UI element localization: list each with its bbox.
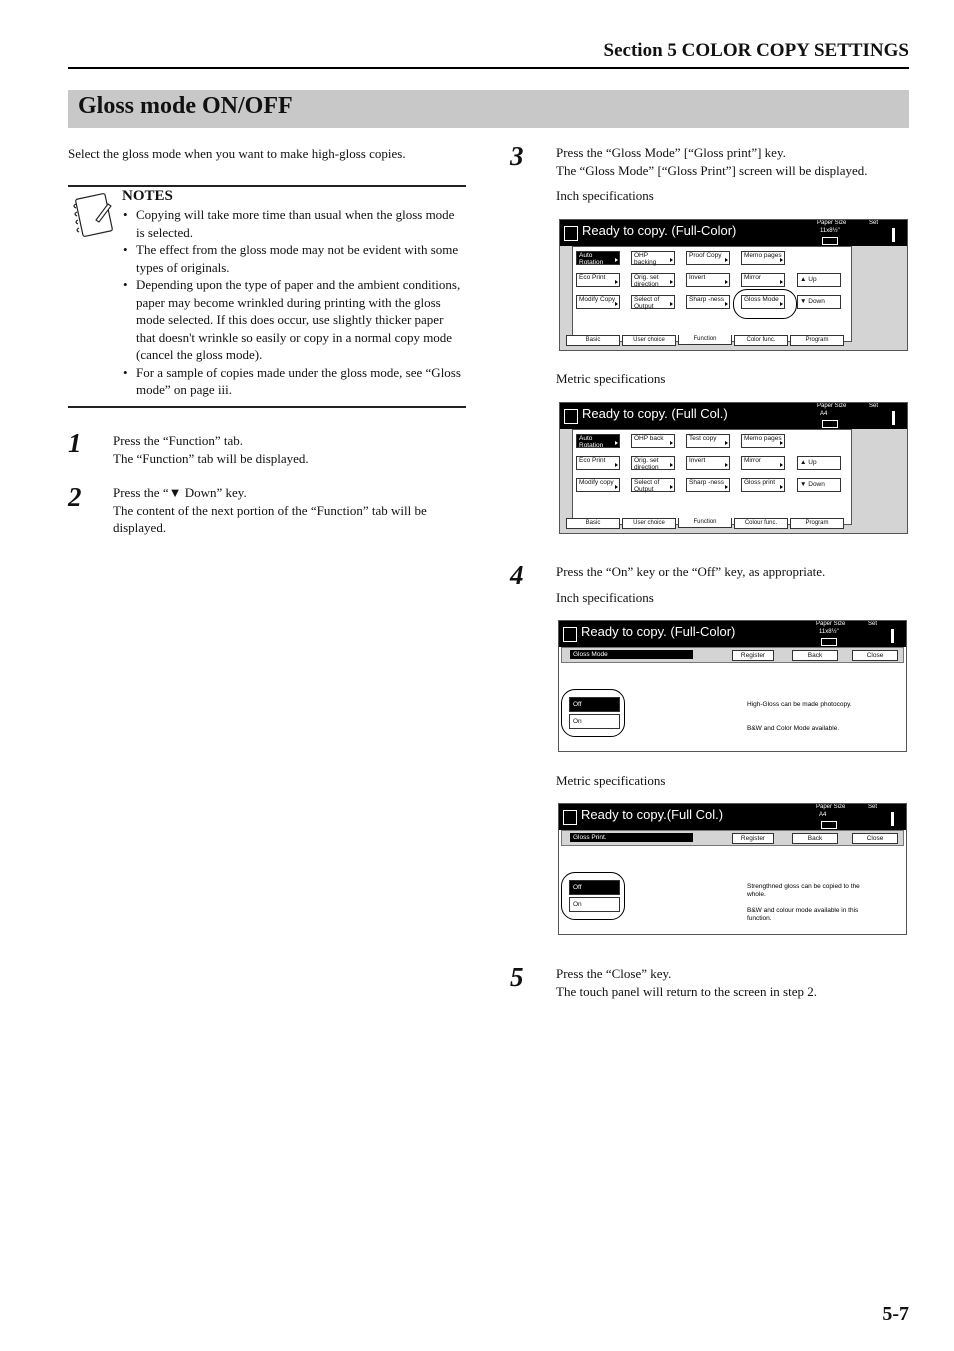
paper-icon [822,420,838,428]
mirror-key[interactable]: Mirror [741,273,785,287]
panel-title: Ready to copy. (Full-Color) [581,624,736,639]
panel-titlebar [560,220,907,246]
page-number: 5-7 [882,1303,909,1325]
spec-label: Metric specifications [556,773,666,788]
key-area [572,246,852,342]
gloss-mode-key[interactable]: Gloss Mode [741,295,785,309]
down-key[interactable]: ▼ Down [797,295,841,309]
up-label: Up [808,459,817,466]
set-count-mark [891,812,894,826]
set-label: Set [869,403,879,409]
step-line: The “Gloss Mode” [“Gloss Print”] screen will be displayed. [556,162,868,178]
note-item: • For a sample of copies made under the gloss mode, see “Gloss mode” on page iii. [122,364,466,399]
up-key[interactable]: ▲ Up [797,456,841,470]
select-output-key[interactable]: Select of Output [631,295,675,309]
back-button[interactable]: Back [792,833,838,844]
gloss-panel-inch [558,620,907,752]
step-number: 1 [68,428,82,458]
mode-name: Gloss Mode [570,650,693,659]
set-count-mark [892,228,895,242]
step-line: The “Function” tab will be displayed. [113,450,309,466]
invert-key[interactable]: Invert [686,273,730,287]
copier-icon [563,627,577,642]
tab-color-func[interactable]: Color func. [734,335,788,346]
close-button[interactable]: Close [852,833,898,844]
eco-print-key[interactable]: Eco Print [576,273,620,287]
set-count-mark [892,411,895,425]
set-label: Set [868,804,878,810]
set-label: Set [868,621,878,627]
mode-bar [561,830,904,846]
on-key[interactable]: On [569,714,620,729]
register-button[interactable]: Register [732,833,774,844]
ohp-back-key[interactable]: OHP back [631,434,675,448]
paper-icon [821,638,837,646]
tab-bar [566,518,850,529]
down-label: Down [808,298,825,305]
note-item: • Copying will take more time than usual when the gloss mode is selected. [122,206,466,241]
tab-function[interactable]: Function [678,518,732,528]
paper-size-label: Paper Size [817,220,847,226]
off-key[interactable]: Off [569,880,620,895]
step-text [113,484,465,537]
tab-basic[interactable]: Basic [566,518,620,529]
paper-icon [822,237,838,245]
step-number: 5 [510,962,524,992]
paper-size-label: Paper Size [816,621,846,627]
off-key[interactable]: Off [569,697,620,712]
tab-user-choice[interactable]: User choice [622,335,676,346]
tab-program[interactable]: Program [790,335,844,346]
auto-rotation-key[interactable]: Auto Rotation [576,434,620,448]
mode-name: Gloss Print. [570,833,693,842]
step-line: Press the “Close” key. [556,966,672,981]
gloss-note-2: B&W and colour mode available in this function. [747,907,859,922]
copier-icon [564,409,578,424]
tab-program[interactable]: Program [790,518,844,529]
title-bar [68,90,909,128]
panel-title: Ready to copy. (Full Col.) [582,406,728,421]
panel-titlebar [560,403,907,429]
step-line: Press the “On” key or the “Off” key, as appropriate. [556,564,826,579]
invert-key[interactable]: Invert [686,456,730,470]
step-text [556,965,908,1000]
section-header: Section 5 COLOR COPY SETTINGS [603,40,909,61]
panel-titlebar [559,621,906,647]
gloss-note-1: Strengthned gloss can be copied to the whole. [747,883,860,898]
paper-size-value: A4 [820,411,828,417]
copier-icon [564,226,578,241]
gloss-note-1: High-Gloss can be made photocopy. [747,701,852,708]
notebook-icon [70,192,116,240]
auto-rotation-key[interactable]: Auto Rotation [576,251,620,265]
gloss-note-2: B&W and Color Mode available. [747,725,840,732]
paper-size-value: A4 [819,812,827,818]
tab-basic[interactable]: Basic [566,335,620,346]
notes-bottom-rule [68,406,466,408]
proof-copy-key[interactable]: Proof Copy [686,251,730,265]
register-button[interactable]: Register [732,650,774,661]
step-text [556,563,908,581]
step-text [113,432,465,467]
orig-set-direction-key[interactable]: Orig. set direction [631,456,675,470]
gloss-print-key[interactable]: Gloss print [741,478,785,492]
header-rule [68,67,909,69]
orig-set-direction-key[interactable]: Orig. set direction [631,273,675,287]
panel-titlebar [559,804,906,830]
memo-pages-key[interactable]: Memo pages [741,251,785,265]
sharpness-key[interactable]: Sharp -ness [686,295,730,309]
select-output-key[interactable]: Select of Output [631,478,675,492]
spec-label: Metric specifications [556,371,666,386]
page-title: Gloss mode ON/OFF [78,93,293,119]
step-line: The touch panel will return to the screen in step 2. [556,983,818,999]
step-line: The content of the next portion of the “Function” tab will be displayed. [113,502,427,535]
notes-list [122,206,466,399]
set-label: Set [869,220,879,226]
tab-bar [566,335,850,346]
paper-icon [821,821,837,829]
notes-top-rule [68,185,466,187]
close-button[interactable]: Close [852,650,898,661]
step-line: Press the “▼ Down” key. [113,485,247,500]
panel-title: Ready to copy. (Full-Color) [582,223,737,238]
panel-title: Ready to copy.(Full Col.) [581,807,724,822]
tab-function[interactable]: Function [678,335,732,345]
function-panel-inch [559,219,908,351]
spec-label: Inch specifications [556,590,654,605]
step-number: 4 [510,560,524,590]
tab-colour-func[interactable]: Colour func. [734,518,788,529]
sharpness-key[interactable]: Sharp -ness [686,478,730,492]
set-count-mark [891,629,894,643]
on-key[interactable]: On [569,897,620,912]
paper-size-label: Paper Size [817,403,847,409]
tab-user-choice[interactable]: User choice [622,518,676,529]
notes-heading: NOTES [122,188,173,204]
step-line: Press the “Gloss Mode” [“Gloss print”] key. [556,145,786,160]
memo-pages-key[interactable]: Memo pages [741,434,785,448]
spec-label: Inch specifications [556,188,654,203]
note-item: • Depending upon the type of paper and the ambient conditions, paper may become wrinkled during printing with the gloss mode selected. If this does occur, use slightly thicker paper that doesn't wrinkle so easily or copy in a normal copy mode (cancel the gloss mode). [122,276,466,364]
step-text [556,144,908,179]
step-number: 3 [510,141,524,171]
function-panel-metric [559,402,908,534]
modify-copy-key[interactable]: Modify copy [576,478,620,492]
note-item: • The effect from the gloss mode may not be evident with some types of originals. [122,241,466,276]
key-area [572,429,852,525]
test-copy-key[interactable]: Test copy [686,434,730,448]
mode-bar [561,647,904,663]
ohp-backing-key[interactable]: OHP backing [631,251,675,265]
down-label: Down [808,481,825,488]
copier-icon [563,810,577,825]
mirror-key[interactable]: Mirror [741,456,785,470]
up-label: Up [808,276,817,283]
modify-copy-key[interactable]: Modify Copy [576,295,620,309]
intro-text: Select the gloss mode when you want to make high-gloss copies. [68,146,406,161]
paper-size-value: 11x8½" [819,629,839,635]
paper-size-label: Paper Size [816,804,846,810]
highlight-circle [733,289,797,319]
step-line: Press the “Function” tab. [113,433,243,448]
back-button[interactable]: Back [792,650,838,661]
paper-size-value: 11x8½" [820,228,840,234]
eco-print-key[interactable]: Eco Print [576,456,620,470]
step-number: 2 [68,482,82,512]
gloss-panel-metric [558,803,907,935]
down-key[interactable]: ▼ Down [797,478,841,492]
up-key[interactable]: ▲ Up [797,273,841,287]
